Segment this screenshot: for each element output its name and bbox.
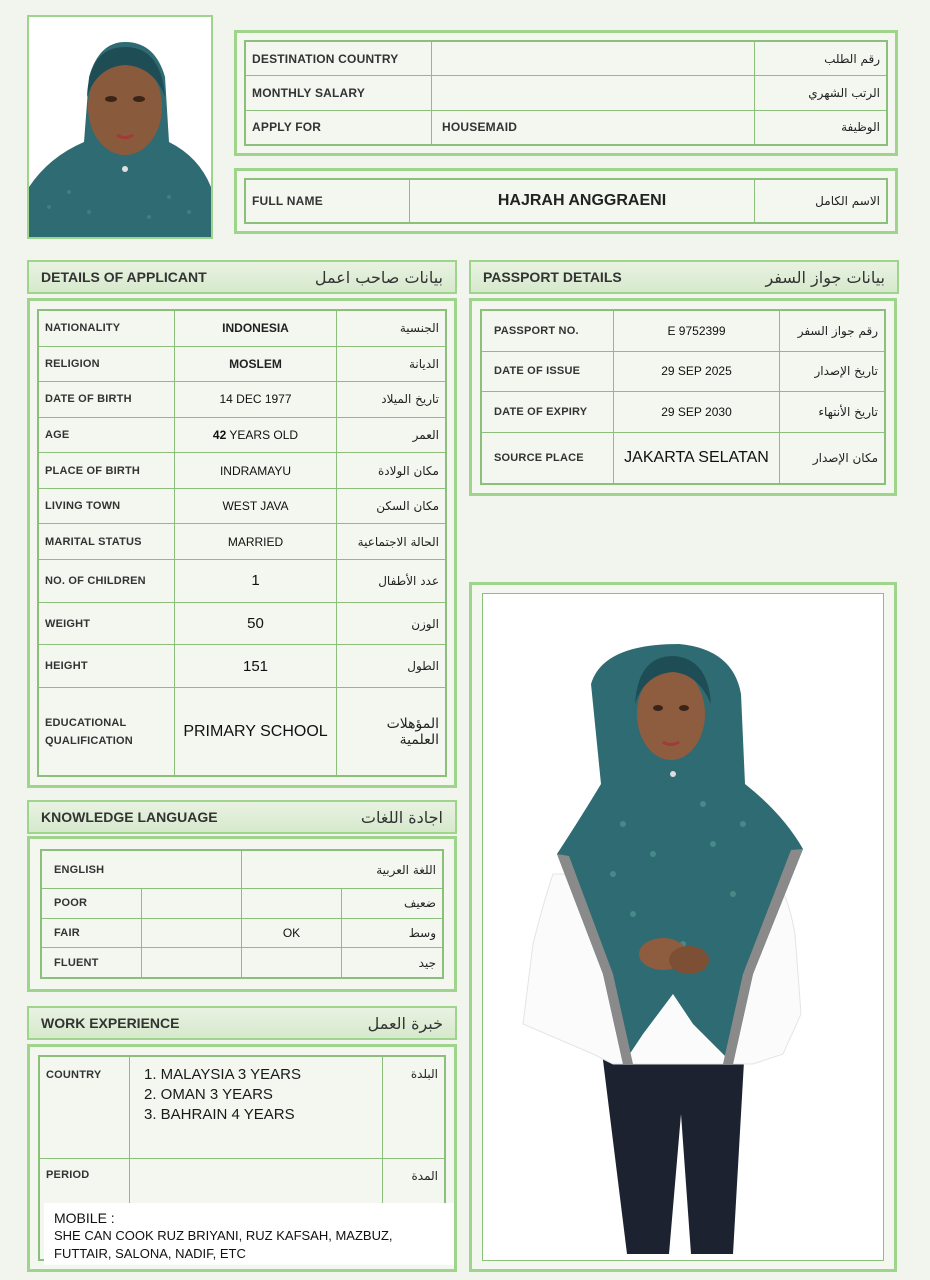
period-ar: المدة — [383, 1158, 445, 1260]
age-ar: العمر — [337, 417, 446, 453]
applicant-section-title: DETAILS OF APPLICANT — [41, 269, 207, 285]
weight-ar: الوزن — [337, 602, 446, 645]
english-label: ENGLISH — [42, 851, 242, 889]
language-frame — [27, 836, 457, 992]
place-of-birth-value: INDRAMAYU — [175, 453, 337, 489]
list-item: 1. MALAYSIA 3 YEARS — [144, 1066, 302, 1083]
apply-for-label: APPLY FOR — [246, 110, 432, 144]
destination-country-value — [432, 42, 755, 76]
living-town-value: WEST JAVA — [175, 488, 337, 524]
destination-country-label: DESTINATION COUNTRY — [246, 42, 432, 76]
marital-status-label: MARITAL STATUS — [39, 524, 175, 560]
weight-label: WEIGHT — [39, 602, 175, 645]
marital-status-value: MARRIED — [175, 524, 337, 560]
table-row — [42, 889, 443, 919]
table-row — [39, 524, 446, 560]
source-place-value: JAKARTA SELATAN — [614, 432, 780, 483]
mobile-note — [44, 1203, 454, 1265]
table-row — [482, 311, 885, 352]
living-town-ar: مكان السكن — [337, 488, 446, 524]
issue-date-label: DATE OF ISSUE — [482, 351, 614, 392]
height-ar: الطول — [337, 645, 446, 688]
table-row — [482, 392, 885, 433]
full-name-value: HAJRAH ANGGRAENI — [410, 180, 755, 223]
arabic-label: اللغة العربية — [242, 851, 443, 889]
age-number: 42 — [212, 428, 227, 443]
level-fair-ar: وسط — [342, 918, 443, 948]
level-poor-arabic — [242, 889, 342, 919]
age-value-cell — [175, 417, 337, 453]
age-label: AGE — [39, 417, 175, 453]
list-item: 2. OMAN 3 YEARS — [144, 1086, 273, 1103]
work-section-title: WORK EXPERIENCE — [41, 1015, 180, 1031]
apply-for-value: HOUSEMAID — [432, 110, 755, 144]
issue-date-ar: تاريخ الإصدار — [780, 351, 885, 392]
nationality-label: NATIONALITY — [39, 311, 175, 347]
country-label: COUNTRY — [40, 1057, 130, 1159]
level-fair-label: FAIR — [42, 918, 142, 948]
level-poor-ar: ضعيف — [342, 889, 443, 919]
mobile-note-line2: SHE CAN COOK RUZ BRIYANI, RUZ KAFSAH, MAZBUZ, — [54, 1228, 393, 1243]
mobile-note-line1: MOBILE : — [54, 1210, 115, 1226]
marital-status-ar: الحالة الاجتماعية — [337, 524, 446, 560]
period-label: PERIOD — [40, 1158, 130, 1260]
destination-country-ar: رقم الطلب — [755, 42, 887, 76]
work-experience-frame — [27, 1044, 457, 1272]
education-ar: المؤهلات العلمية — [337, 688, 446, 776]
language-section-title: KNOWLEDGE LANGUAGE — [41, 809, 218, 825]
level-poor-label: POOR — [42, 889, 142, 919]
nationality-value: INDONESIA — [175, 311, 337, 347]
place-of-birth-label: PLACE OF BIRTH — [39, 453, 175, 489]
table-row — [482, 351, 885, 392]
full-name-frame — [234, 168, 898, 234]
living-town-label: LIVING TOWN — [39, 488, 175, 524]
passport-section-header — [469, 260, 899, 294]
table-row — [42, 948, 443, 978]
mobile-note-line3: FUTTAIR, SALONA, NADIF, ETC — [54, 1246, 246, 1261]
level-fair-arabic: OK — [242, 918, 342, 948]
portrait-photo-frame — [27, 15, 213, 239]
passport-section-title-ar: بيانات جواز السفر — [765, 267, 885, 287]
list-item: 3. BAHRAIN 4 YEARS — [144, 1106, 295, 1123]
children-ar: عدد الأطفال — [337, 560, 446, 603]
religion-value: MOSLEM — [175, 346, 337, 382]
applicant-section-title-ar: بيانات صاحب اعمل — [314, 267, 443, 287]
education-label: EDUCATIONAL QUALIFICATION — [39, 688, 175, 776]
passport-no-ar: رقم جواز السفر — [780, 311, 885, 352]
level-fluent-label: FLUENT — [42, 948, 142, 978]
table-row — [39, 417, 446, 453]
passport-no-label: PASSPORT NO. — [482, 311, 614, 352]
height-value: 151 — [175, 645, 337, 688]
portrait-photo — [29, 17, 211, 237]
place-of-birth-ar: مكان الولادة — [337, 453, 446, 489]
passport-no-value: E 9752399 — [614, 311, 780, 352]
level-fair-english — [142, 918, 242, 948]
weight-value: 50 — [175, 602, 337, 645]
table-row — [39, 645, 446, 688]
apply-for-ar: الوظيفة — [755, 110, 887, 144]
expiry-date-ar: تاريخ الأنتهاء — [780, 392, 885, 433]
table-row — [39, 688, 446, 776]
table-row — [39, 346, 446, 382]
children-value: 1 — [175, 560, 337, 603]
monthly-salary-ar: الرتب الشهري — [755, 76, 887, 110]
dob-label: DATE OF BIRTH — [39, 382, 175, 418]
passport-details-frame — [469, 298, 897, 496]
table-row — [40, 1057, 445, 1159]
country-ar: البلدة — [383, 1057, 445, 1159]
passport-section-title: PASSPORT DETAILS — [483, 269, 622, 285]
table-row — [39, 488, 446, 524]
height-label: HEIGHT — [39, 645, 175, 688]
level-poor-english — [142, 889, 242, 919]
table-row — [39, 453, 446, 489]
issue-date-value: 29 SEP 2025 — [614, 351, 780, 392]
source-place-ar: مكان الإصدار — [780, 432, 885, 483]
full-body-photo-frame — [469, 582, 897, 1272]
countries-cell — [130, 1057, 383, 1159]
full-name-label: FULL NAME — [246, 180, 410, 223]
religion-ar: الديانة — [337, 346, 446, 382]
dob-ar: تاريخ الميلاد — [337, 382, 446, 418]
dob-value: 14 DEC 1977 — [175, 382, 337, 418]
full-body-photo — [483, 594, 884, 1261]
monthly-salary-value — [432, 76, 755, 110]
table-row — [39, 560, 446, 603]
children-label: NO. OF CHILDREN — [39, 560, 175, 603]
applicant-section-header — [27, 260, 457, 294]
table-row — [39, 602, 446, 645]
religion-label: RELIGION — [39, 346, 175, 382]
table-row — [39, 311, 446, 347]
work-section-title-ar: خبرة العمل — [367, 1013, 443, 1033]
table-row — [482, 432, 885, 483]
expiry-date-label: DATE OF EXPIRY — [482, 392, 614, 433]
work-section-header — [27, 1006, 457, 1040]
table-row — [39, 382, 446, 418]
full-name-ar: الاسم الكامل — [755, 180, 887, 223]
level-fluent-arabic — [242, 948, 342, 978]
language-section-title-ar: اجادة اللغات — [360, 807, 443, 827]
language-section-header — [27, 800, 457, 834]
age-unit: YEARS OLD — [229, 428, 299, 443]
education-value: PRIMARY SCHOOL — [175, 688, 337, 776]
level-fluent-english — [142, 948, 242, 978]
application-info-frame — [234, 30, 898, 156]
monthly-salary-label: MONTHLY SALARY — [246, 76, 432, 110]
source-place-label: SOURCE PLACE — [482, 432, 614, 483]
nationality-ar: الجنسية — [337, 311, 446, 347]
table-row — [42, 851, 443, 889]
applicant-details-frame — [27, 298, 457, 788]
table-row — [42, 918, 443, 948]
expiry-date-value: 29 SEP 2030 — [614, 392, 780, 433]
level-fluent-ar: جيد — [342, 948, 443, 978]
